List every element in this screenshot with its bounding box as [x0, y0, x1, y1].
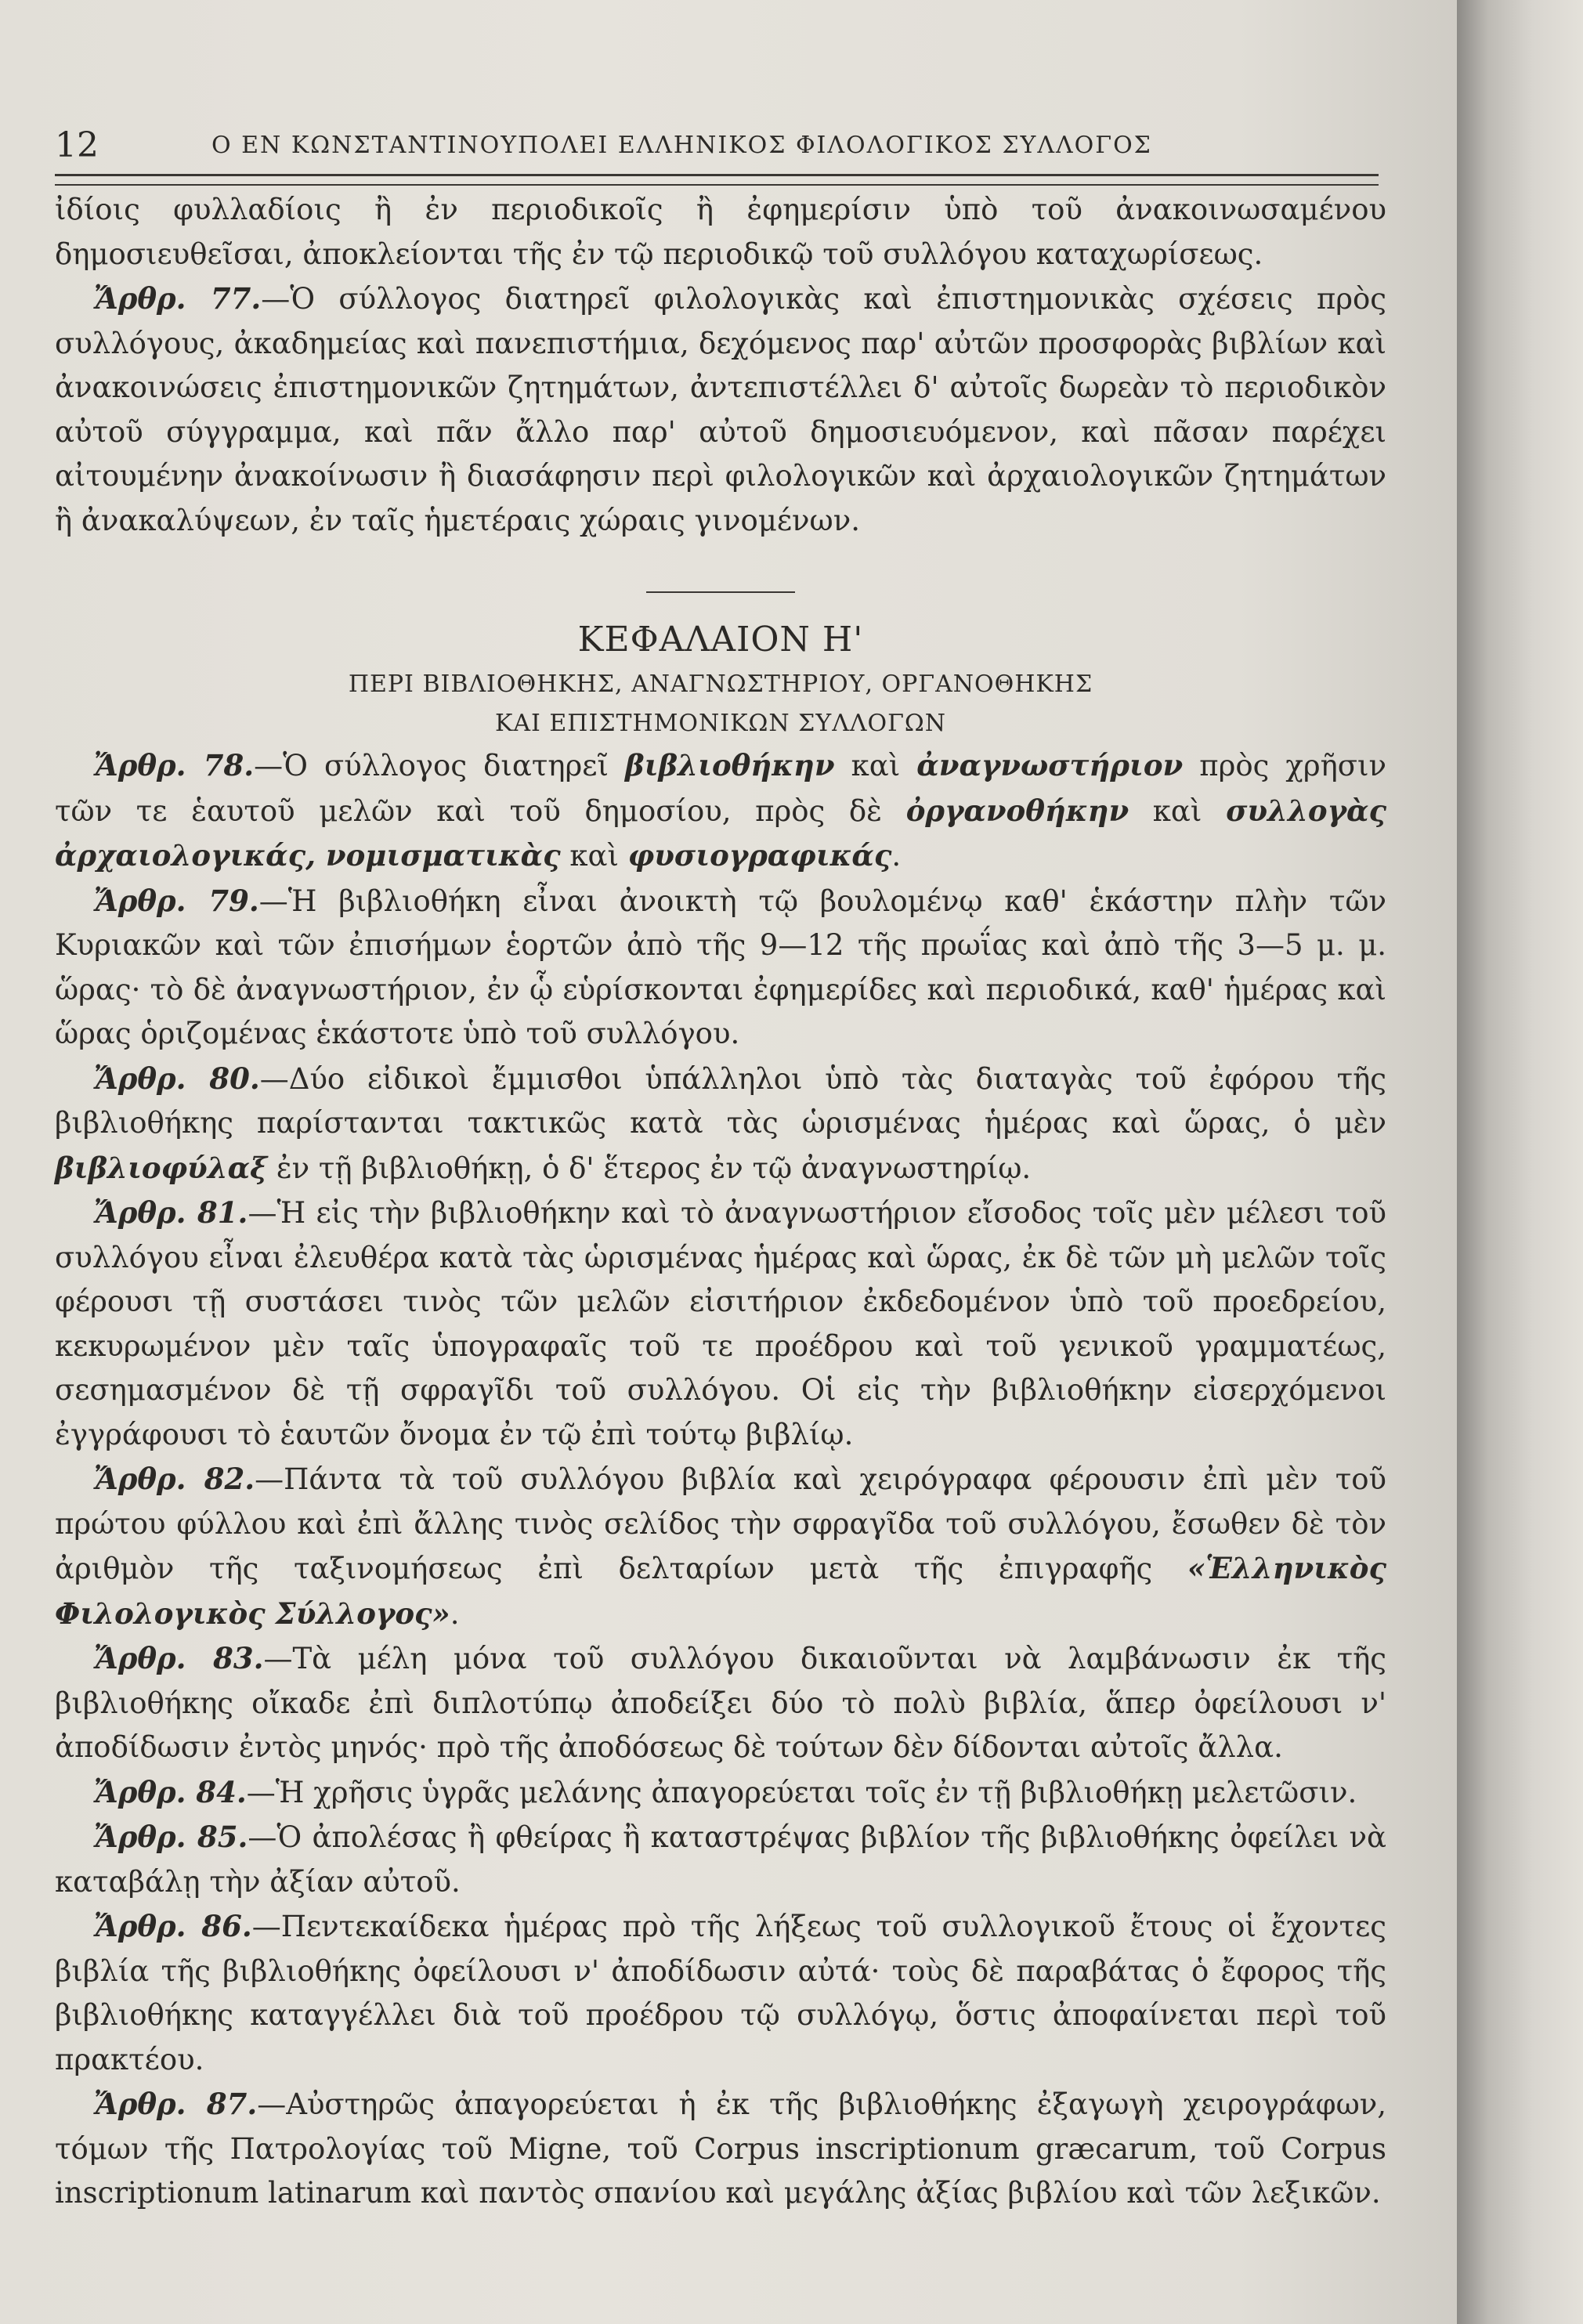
emphasis-term: βιβλιοθήκην: [625, 748, 835, 782]
article-text: καὶ: [1129, 793, 1227, 828]
article-text: —Ἡ βιβλιοθήκη εἶναι ἀνοικτὴ τῷ βουλομένῳ καθ' ἑκάστην πλὴν τῶν Κυριακῶν καὶ τῶν ἐπισήμων ἑορτῶν ἀπὸ τῆς 9—12 τῆς πρωΐας καὶ ἀπὸ τῆς 3—5 μ. μ. ὥρας· τὸ δὲ ἀναγνωστήριον, ἐν ᾧ εὑρίσκονται ἐφημερίδες καὶ περιοδικά, καθ' ἡμέρας καὶ ὥρας ὁριζομένας ἑκάστοτε ὑπὸ τοῦ συλλόγου.: [55, 884, 1386, 1050]
article-label: Ἄρθρ. 84.: [94, 1774, 247, 1809]
chapter-subtitle-line2: ΚΑΙ ΕΠΙΣΤΗΜΟΝΙΚΩΝ ΣΥΛΛΟΓΩΝ: [494, 710, 947, 737]
article-text: .: [891, 839, 902, 873]
article-77: [55, 276, 1386, 543]
article-86: [55, 1904, 1386, 2082]
article-text: ἐν τῇ βιβλιοθήκῃ, ὁ δ' ἕτερος ἐν τῷ ἀναγνωστηρίῳ.: [267, 1151, 1032, 1185]
article-text: —Ἡ εἰς τὴν βιβλιοθήκην καὶ τὸ ἀναγνωστήριον εἴσοδος τοῖς μὲν μέλεσι τοῦ συλλόγου εἶναι ἐλευθέρα κατὰ τὰς ὡρισμένας ἡμέρας καὶ ὥρας, ἐκ δὲ τῶν μὴ μελῶν τοῖς φέρουσι τῇ συστάσει τινὸς τῶν μελῶν εἰσιτήριον ἐκδεδομένον ὑπὸ τοῦ προεδρείου, κεκυρωμένον μὲν ταῖς ὑπογραφαῖς τοῦ τε προέδρου καὶ τοῦ γενικοῦ γραμματέως, σεσημασμένον δὲ τῇ σφραγῖδι τοῦ συλλόγου. Οἱ εἰς τὴν βιβλιοθήκην εἰσερχόμενοι ἐγγράφουσι τὸ ἑαυτῶν ὄνομα ἐν τῷ ἐπὶ τούτῳ βιβλίῳ.: [55, 1196, 1387, 1451]
article-label: Ἄρθρ. 86.: [94, 1909, 252, 1943]
article-text: —Πεντεκαίδεκα ἡμέρας πρὸ τῆς λήξεως τοῦ συλλογικοῦ ἔτους οἱ ἔχοντες βιβλία τῆς βιβλιοθήκης ὀφείλουσι ν' ἀποδίδωσιν αὐτά· τοὺς δὲ παραβάτας ὁ ἔφορος τῆς βιβλιοθήκης καταγγέλλει διὰ τοῦ προέδρου τῷ συλλόγῳ, ὅστις ἀποφαίνεται περὶ τοῦ πρακτέου.: [55, 1910, 1387, 2076]
article-label: Ἄρθρ. 85.: [94, 1820, 248, 1854]
running-head: Ο ΕΝ ΚΩΝΣΤΑΝΤΙΝΟΥΠΟΛΕΙ ΕΛΛΗΝΙΚΟΣ ΦΙΛΟΛΟΓΙΚΟΣ ΣΥΛΛΟΓΟΣ: [211, 132, 1152, 159]
chapter-subtitle-line1: ΠΕΡΙ ΒΙΒΛΙΟΘΗΚΗΣ, ΑΝΑΓΝΩΣΤΗΡΙΟΥ, ΟΡΓΑΝΟΘΗΚΗΣ: [348, 670, 1093, 698]
article-text: —Δύο εἰδικοὶ ἔμμισθοι ὑπάλληλοι ὑπὸ τὰς διαταγὰς τοῦ ἐφόρου τῆς βιβλιοθήκης παρίστανται τακτικῶς κατὰ τὰς ὡρισμένας ἡμέρας καὶ ὥρας, ὁ μὲν: [55, 1061, 1386, 1140]
article-text: —Πάντα τὰ τοῦ συλλόγου βιβλία καὶ χειρόγραφα φέρουσιν ἐπὶ μὲν τοῦ πρώτου φύλλου καὶ ἐπὶ ἄλλης τινὸς σελίδος τὴν σφραγῖδα τοῦ συλλόγου, ἔσωθεν δὲ τὸν ἀριθμὸν τῆς ταξινομήσεως ἐπὶ δελταρίων μετὰ τῆς ἐπιγραφῆς: [55, 1462, 1386, 1585]
emphasis-term: συλλογὰς ἀρχαιολογικάς, νομισματικὰς: [55, 793, 1387, 873]
emphasis-term: «Ἑλληνικὸς Φιλολογικὸς Σύλλογος»: [55, 1551, 1386, 1631]
article-82: [55, 1457, 1386, 1636]
intro-paragraph: ἰδίοις φυλλαδίοις ἢ ἐν περιοδικοῖς ἢ ἐφημερίσιν ὑπὸ τοῦ ἀνακοινωσαμένου δημοσιευθεῖσαι, ἀποκλείονται τῆς ἐν τῷ περιοδικῷ τοῦ συλλόγου καταχωρίσεως.: [55, 193, 1386, 271]
article-79: [55, 879, 1386, 1057]
article-83: [55, 1636, 1386, 1770]
page-number: 12: [55, 125, 99, 165]
article-text: πρὸς χρῆσιν τῶν τε ἑαυτοῦ μελῶν καὶ τοῦ δημοσίου, πρὸς δὲ: [55, 749, 1387, 828]
article-label: Ἄρθρ. 80.: [94, 1061, 260, 1096]
article-text: καὶ: [834, 749, 917, 782]
article-label: Ἄρθρ. 82.: [94, 1462, 255, 1496]
page-body: [55, 188, 1386, 2216]
article-80: [55, 1057, 1386, 1191]
article-text: —Τὰ μέλη μόνα τοῦ συλλόγου δικαιοῦνται νὰ λαμβάνωσιν ἐκ τῆς βιβλιοθήκης οἴκαδε ἐπὶ διπλοτύπῳ ἀποδείξει δύο τὸ πολὺ βιβλία, ἅπερ ὀφείλουσι ν' ἀποδίδωσιν ἐντὸς μηνός· πρὸ τῆς ἀποδόσεως δὲ τούτων δὲν δίδονται αὐτοῖς ἄλλα.: [55, 1642, 1387, 1764]
article-81: [55, 1191, 1386, 1457]
article-label: Ἄρθρ. 77.: [94, 281, 262, 316]
emphasis-term: ἀναγνωστήριον: [916, 748, 1184, 782]
article-text: καὶ: [560, 839, 628, 873]
article-label: Ἄρθρ. 79.: [94, 883, 259, 918]
article-78: [55, 743, 1386, 879]
chapter-title: ΚΕΦΑΛΑΙΟΝ Η': [577, 620, 864, 660]
article-text: .: [450, 1596, 460, 1631]
header-rule: [55, 174, 1379, 186]
adjacent-page-edge: [1457, 0, 1583, 2324]
section-divider: [646, 591, 795, 593]
article-85: [55, 1815, 1386, 1904]
article-text: —Ὁ σύλλογος διατηρεῖ φιλολογικὰς καὶ ἐπιστημονικὰς σχέσεις πρὸς συλλόγους, ἀκαδημείας καὶ πανεπιστήμια, δεχόμενος παρ' αὐτῶν προσφορὰς βιβλίων καὶ ἀνακοινώσεις ἐπιστημονικῶν ζητημάτων, ἀντεπιστέλλει δ' αὐτοῖς δωρεὰν τὸ περιοδικὸν αὐτοῦ σύγγραμμα, καὶ πᾶν ἄλλο παρ' αὐτοῦ δημοσιευόμενον, καὶ πᾶσαν παρέχει αἰτουμένην ἀνακοίνωσιν ἢ διασάφησιν περὶ φιλολογικῶν καὶ ἀρχαιολογικῶν ζητημάτων ἢ ἀνακαλύψεων, ἐν ταῖς ἡμετέραις χώραις γινομένων.: [55, 282, 1387, 537]
emphasis-term: βιβλιοφύλαξ: [55, 1150, 268, 1185]
article-84: [55, 1770, 1386, 1816]
article-text: —Αὐστηρῶς ἀπαγορεύεται ἡ ἐκ τῆς βιβλιοθήκης ἐξαγωγὴ χειρογράφων, τόμων τῆς Πατρολογίας τοῦ Migne, τοῦ Corpus inscriptionum græcarum, τοῦ Corpus inscriptionum latinarum καὶ παντὸς σπανίου καὶ μεγάλης ἀξίας βιβλίου καὶ τῶν λεξικῶν.: [55, 2087, 1386, 2210]
article-87: [55, 2082, 1386, 2216]
article-text: —Ὁ ἀπολέσας ἢ φθείρας ἢ καταστρέψας βιβλίον τῆς βιβλιοθήκης ὀφείλει νὰ καταβάλῃ τὴν ἀξίαν αὐτοῦ.: [55, 1820, 1386, 1899]
article-text: —Ἡ χρῆσις ὑγρᾶς μελάνης ἀπαγορεύεται τοῖς ἐν τῇ βιβλιοθήκῃ μελετῶσιν.: [246, 1775, 1357, 1809]
emphasis-term: ὀργανοθήκην: [905, 793, 1129, 828]
article-text: —Ὁ σύλλογος διατηρεῖ: [254, 749, 626, 782]
article-label: Ἄρθρ. 78.: [94, 748, 255, 782]
page-header: [55, 125, 1386, 172]
emphasis-term: φυσιογραφικάς: [627, 838, 892, 873]
article-label: Ἄρθρ. 87.: [94, 2087, 258, 2121]
article-label: Ἄρθρ. 81.: [94, 1195, 248, 1230]
article-label: Ἄρθρ. 83.: [94, 1641, 264, 1675]
